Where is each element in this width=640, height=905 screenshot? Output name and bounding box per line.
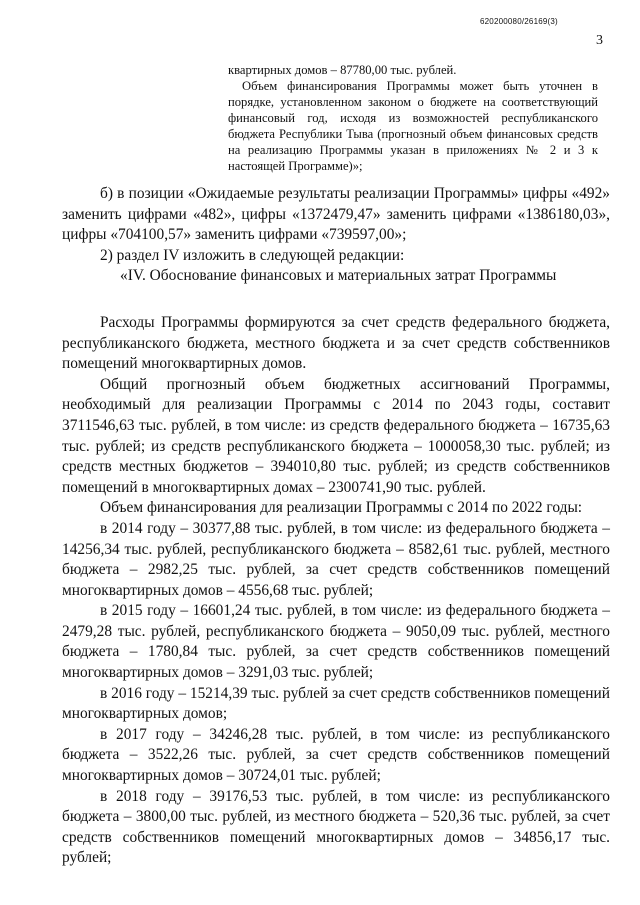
body-paragraph: Расходы Программы формируются за счет средств федерального бюджета, республиканского бюджета, местного бюджета и за счет средств собственников помещений многоквартирных домов. (62, 313, 610, 373)
year-2016-paragraph: в 2016 году – 15214,39 тыс. рублей за счет средств собственников помещений многоквартирных домов; (62, 684, 610, 723)
year-2018-paragraph: в 2018 году – 39176,53 тыс. рублей, в том числе: из республиканского бюджета – 3800,00 тыс. рублей, из местного бюджета – 520,36 тыс. рублей, за счет средств собственников помещений многоквартирных домов – 34856,17 тыс. рублей; (62, 787, 610, 867)
year-2015-paragraph: в 2015 году – 16601,24 тыс. рублей, в том числе: из федерального бюджета – 2479,28 тыс. рублей, республиканского бюджета – 9050,09 тыс. рублей, местного бюджета – 1780,84 тыс. рублей, за счет средств собственников помещений многоквартирных домов – 3291,03 тыс. рублей; (62, 602, 610, 682)
quote-line: квартирных домов – 87780,00 тыс. рублей. (228, 63, 457, 77)
body-paragraph: Общий прогнозный объем бюджетных ассигнований Программы, необходимый для реализации Программы с 2014 по 2043 годы, составит 3711546,63 тыс. рублей, в том числе: из средств федерального бюджета – 16735,63 тыс. рублей; из средств республиканского бюджета – 1000058,30 тыс. рублей; из средств местных бюджетов – 394010,80 тыс. рублей; из средств собственников помещений в многоквартирных домах – 2300741,90 тыс. рублей. (62, 375, 610, 496)
section-heading: «IV. Обоснование финансовых и материальных затрат Программы (120, 267, 557, 285)
body-paragraph: Объем финансирования для реализации Программы с 2014 по 2022 годы: (100, 499, 583, 517)
year-2017-paragraph: в 2017 году – 34246,28 тыс. рублей, в том числе: из республиканского бюджета – 3522,26 тыс. рублей, за счет средств собственников помещений многоквартирных домов – 30724,01 тыс. рублей; (62, 725, 610, 785)
page-number: 3 (596, 33, 603, 48)
amendment-paragraph-b: б) в позиции «Ожидаемые результаты реализации Программы» цифры «492» заменить цифрами «482», цифры «1372479,47» заменить цифрами «1386180,03», цифры «704100,57» заменить цифрами «739597,00»; (62, 185, 610, 244)
year-2014-paragraph: в 2014 году – 30377,88 тыс. рублей, в том числе: из федерального бюджета – 14256,34 тыс. рублей, республиканского бюджета – 8582,61 тыс. рублей, местного бюджета – 2982,25 тыс. рублей, за счет средств собственников помещений многоквартирных домов – 4556,68 тыс. рублей; (62, 519, 610, 599)
quoted-passport-excerpt (228, 62, 598, 174)
doc-code: 620200080/26169(3) (480, 17, 558, 26)
document-body (62, 184, 610, 869)
quote-paragraph: Объем финансирования Программы может быть уточнен в порядке, установленном законом о бюджете на соответствующий финансовый год, исходя из возможностей республиканского бюджета Республики Тыва (прогнозный объем финансовых средств на реализацию Программы указан в приложениях № 2 и 3 к настоящей Программе)»; (228, 79, 598, 173)
amendment-paragraph-2: 2) раздел IV изложить в следующей редакции: (100, 246, 405, 264)
